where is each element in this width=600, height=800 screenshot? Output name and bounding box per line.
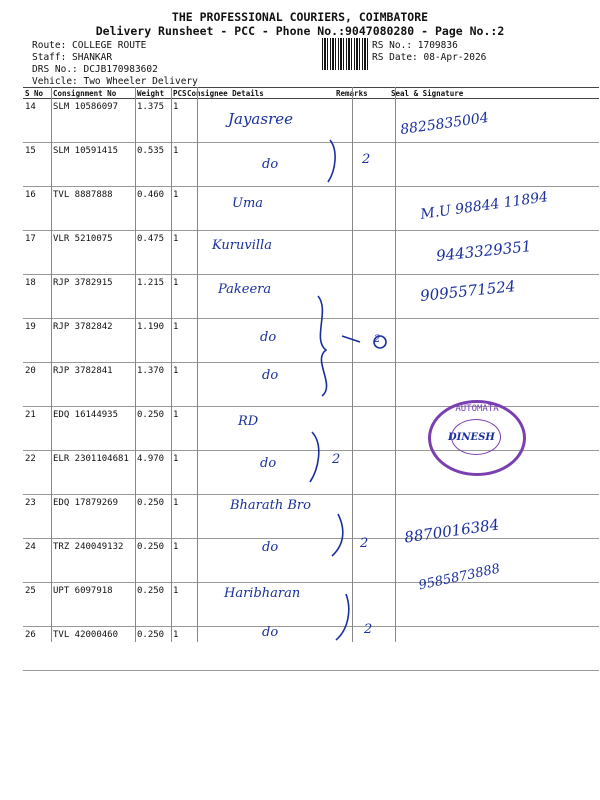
cell-sno: 23 — [23, 495, 51, 539]
cell-consignment: SLM 10586097 — [51, 99, 135, 143]
cell-weight: 0.250 — [135, 495, 171, 539]
col-seal: Seal & Signature — [377, 88, 599, 99]
cell-weight: 0.250 — [135, 539, 171, 583]
handwritten-signature: 9585873888 — [417, 561, 502, 594]
cell-weight: 0.250 — [135, 407, 171, 451]
cell-consignment: RJP 3782842 — [51, 319, 135, 363]
handwritten-remark: 2 — [374, 334, 381, 345]
cell-weight: 0.475 — [135, 231, 171, 275]
bracket-mark — [332, 514, 343, 556]
cell-consignment: EDQ 16144935 — [51, 407, 135, 451]
handwritten-consignee: do — [262, 625, 279, 640]
cell-weight: 0.250 — [135, 627, 171, 671]
cell-consignment: ELR 2301104681 — [51, 451, 135, 495]
route-info: Route: COLLEGE ROUTE — [32, 40, 147, 51]
handwritten-signature: DINESH — [448, 432, 495, 443]
cell-pcs: 1 — [171, 187, 183, 231]
cell-pcs: 1 — [171, 495, 183, 539]
cell-consignment: TRZ 240049132 — [51, 539, 135, 583]
handwritten-signature: 9443329351 — [435, 237, 533, 265]
col-remarks: Remarks — [334, 88, 377, 99]
cell-sno: 18 — [23, 275, 51, 319]
cell-sno: 21 — [23, 407, 51, 451]
cell-sno: 14 — [23, 99, 51, 143]
cell-pcs: 1 — [171, 275, 183, 319]
arrow-mark — [342, 336, 360, 342]
handwritten-consignee: Haribharan — [224, 586, 301, 601]
staff-info: Staff: SHANKAR — [32, 52, 113, 63]
handwritten-remark: 2 — [364, 622, 373, 637]
col-consignment: Consignment No — [51, 88, 135, 99]
handwritten-remark: 2 — [332, 452, 341, 467]
handwritten-consignee: do — [262, 368, 279, 383]
handwritten-signature: M.U 98844 11894 — [419, 189, 550, 223]
handwritten-remark: 2 — [360, 536, 369, 551]
cell-sno: 26 — [23, 627, 51, 671]
rs-date: RS Date: 08-Apr-2026 — [372, 52, 487, 63]
runsheet-subtitle: Delivery Runsheet - PCC - Phone No.:9047080280 - Page No.:2 — [95, 24, 505, 38]
cell-pcs: 1 — [171, 363, 183, 407]
vehicle-info: Vehicle: Two Wheeler Delivery — [32, 76, 198, 87]
col-sno: S No — [23, 88, 51, 99]
cell-sno: 22 — [23, 451, 51, 495]
seal-stamp — [428, 400, 526, 476]
cell-sno: 25 — [23, 583, 51, 627]
handwritten-consignee: Bharath Bro — [230, 498, 311, 513]
cell-sno: 24 — [23, 539, 51, 583]
col-weight: Weight — [135, 88, 171, 99]
cell-weight: 1.190 — [135, 319, 171, 363]
cell-pcs: 1 — [171, 583, 183, 627]
cell-consignment: TVL 8887888 — [51, 187, 135, 231]
cell-consignment: VLR 5210075 — [51, 231, 135, 275]
cell-pcs: 1 — [171, 99, 183, 143]
drs-info: DRS No.: DCJB170983602 — [32, 64, 158, 75]
bracket-mark — [310, 432, 319, 482]
handwritten-consignee: RD — [238, 414, 259, 429]
handwritten-consignee: do — [260, 330, 277, 345]
handwritten-signature: 8825835004 — [399, 109, 490, 139]
cell-pcs: 1 — [171, 627, 183, 671]
cell-pcs: 1 — [171, 539, 183, 583]
handwritten-consignee: Kuruvilla — [212, 238, 272, 253]
handwritten-consignee: Pakeera — [218, 282, 272, 297]
handwritten-consignee: Uma — [232, 196, 264, 211]
cell-weight: 0.460 — [135, 187, 171, 231]
bracket-mark — [336, 594, 349, 640]
cell-consignment: TVL 42000460 — [51, 627, 135, 671]
col-pcs: PCS — [173, 88, 187, 98]
cell-consignment: RJP 3782915 — [51, 275, 135, 319]
cell-weight: 1.375 — [135, 99, 171, 143]
handwritten-signature: 8870016384 — [403, 515, 501, 547]
cell-consignment: RJP 3782841 — [51, 363, 135, 407]
cell-pcs: 1 — [171, 407, 183, 451]
cell-consignment: UPT 6097918 — [51, 583, 135, 627]
rs-number: RS No.: 1709836 — [372, 40, 458, 51]
cell-pcs: 1 — [171, 231, 183, 275]
stamp-inner-ring — [451, 419, 501, 455]
cell-sno: 19 — [23, 319, 51, 363]
cell-sno: 15 — [23, 143, 51, 187]
cell-sno: 17 — [23, 231, 51, 275]
handwritten-signature: 9095571524 — [419, 277, 517, 305]
cell-sno: 20 — [23, 363, 51, 407]
cell-consignment: EDQ 17879269 — [51, 495, 135, 539]
stamp-text: AUTOMATA — [455, 404, 499, 414]
cell-pcs: 1 — [171, 319, 183, 363]
company-title: THE PROFESSIONAL COURIERS, COIMBATORE — [171, 10, 429, 24]
cell-consignment: SLM 10591415 — [51, 143, 135, 187]
bracket-mark — [328, 140, 335, 182]
bracket-mark — [318, 296, 327, 396]
handwritten-remark: 2 — [362, 152, 371, 167]
handwritten-consignee: do — [262, 157, 279, 172]
handwritten-consignee: do — [262, 540, 279, 555]
cell-pcs: 1 — [171, 143, 183, 187]
handwritten-consignee: Jayasree — [228, 110, 293, 128]
cell-weight: 1.215 — [135, 275, 171, 319]
cell-weight: 0.250 — [135, 583, 171, 627]
cell-sno: 16 — [23, 187, 51, 231]
cell-weight: 0.535 — [135, 143, 171, 187]
cell-pcs: 1 — [171, 451, 183, 495]
cell-weight: 4.970 — [135, 451, 171, 495]
handwritten-consignee: do — [260, 456, 277, 471]
cell-weight: 1.370 — [135, 363, 171, 407]
col-consignee: Consignee Details — [183, 88, 334, 99]
